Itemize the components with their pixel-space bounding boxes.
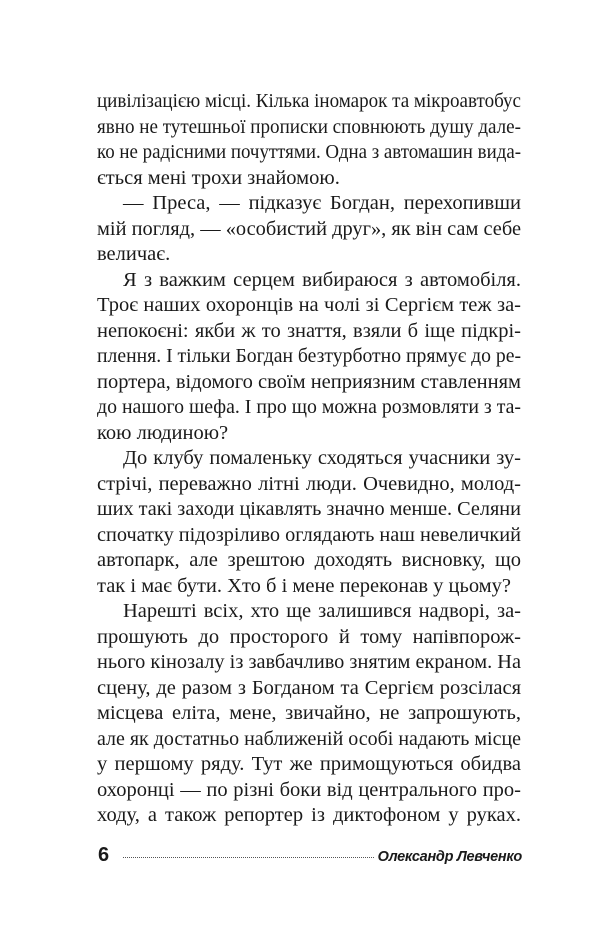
text-line-content: Я з важким серцем вибираюся з автомобіля.: [123, 268, 521, 291]
text-line: [97, 140, 521, 166]
text-line-content: портера, відомого своїм неприязним ставленням: [97, 370, 522, 393]
text-line: [97, 344, 521, 370]
text-line: [97, 446, 521, 472]
text-line: [97, 421, 521, 447]
text-line: [97, 548, 521, 574]
text-line: [97, 115, 521, 141]
text-line: [97, 650, 521, 676]
text-line-content: До клубу помаленьку сходяться учасники зу-: [123, 447, 521, 469]
text-line: [97, 293, 521, 319]
text-line: [97, 191, 521, 217]
body-text: [97, 89, 521, 829]
text-line-content: Нарешті всіх, хто ще залишився надворі, за-: [123, 600, 521, 622]
text-line: [97, 701, 521, 727]
text-line: [97, 319, 521, 345]
running-footer-author: Олександр Левченко: [377, 849, 522, 865]
text-line: [97, 497, 521, 523]
dotted-leader: [123, 857, 373, 858]
text-line-content: ших такі заходи цікавлять значно менше. Селяни: [97, 498, 521, 520]
text-line-content: ко не радісними почуттями. Одна з автомашин вида-: [97, 141, 522, 163]
text-line: [97, 599, 521, 625]
text-line-content: сцену, де разом з Богданом та Сергієм розсілася: [97, 676, 521, 699]
text-line-content: — Преса, — підказує Богдан, перехопивши: [123, 192, 521, 214]
text-line-content: величає.: [97, 243, 171, 265]
text-line: [97, 472, 521, 498]
text-line-content: спочатку підозріливо оглядають наш невеличкий: [97, 523, 521, 546]
text-line: [97, 166, 521, 192]
text-line: [97, 370, 521, 396]
text-line-content: цивілізацією місці. Кілька іномарок та мікроавтобус: [97, 90, 522, 112]
text-line-content: непокоєні: якби ж то знаття, взяли б іще підкрі-: [97, 319, 521, 342]
text-line-content: до нашого шефа. І про що можна розмовляти з та-: [97, 396, 522, 418]
page-number: 6: [98, 844, 110, 866]
text-line: [97, 217, 521, 243]
text-line: [97, 752, 521, 778]
text-line-content: мій погляд, — «особистий друг», як він сам себе: [97, 217, 522, 240]
text-line-content: ється мені трохи знайомою.: [97, 166, 340, 189]
text-line: [97, 242, 521, 268]
text-line-content: місцева еліта, мене, звичайно, не запрошують,: [97, 702, 521, 724]
text-line-content: нього кінозалу із завбачливо знятим екраном. На: [97, 651, 522, 673]
text-line: [97, 676, 521, 702]
text-line-content: прошують до просторого й тому напівпорож-: [97, 625, 521, 648]
text-line-content: стрічі, переважно літні люди. Очевидно, молод-: [97, 472, 521, 495]
text-line-content: автопарк, але зрештою доходять висновку, що: [97, 549, 521, 571]
text-line-content: охоронці — по різні боки від центрального про-: [97, 778, 521, 801]
text-line-content: плення. І тільки Богдан безтурботно прямує до ре-: [97, 345, 522, 367]
text-line: [97, 625, 521, 651]
text-line: [97, 395, 521, 421]
text-line-content: у першому ряду. Тут же примощуються обидва: [97, 753, 521, 775]
text-line: [97, 778, 521, 804]
text-line-content: ходу, а також репортер із диктофоном у руках.: [97, 804, 521, 826]
text-line: [97, 803, 521, 829]
text-line-content: так і має бути. Хто б і мене переконав у цьому?: [97, 574, 511, 597]
text-line: [97, 268, 521, 294]
text-line-content: але як достатньо наближеній особі надають місце: [97, 727, 522, 750]
text-line-content: кою людиною?: [97, 421, 229, 444]
text-line-content: явно не тутешньої прописки сповнюють душу дале-: [97, 115, 521, 138]
text-line: [97, 574, 521, 600]
text-line-content: Троє наших охоронців на чолі зі Сергієм теж за-: [97, 294, 521, 316]
text-line: [97, 89, 521, 115]
text-line: [97, 727, 521, 753]
page-footer: [98, 844, 522, 868]
text-line: [97, 523, 521, 549]
